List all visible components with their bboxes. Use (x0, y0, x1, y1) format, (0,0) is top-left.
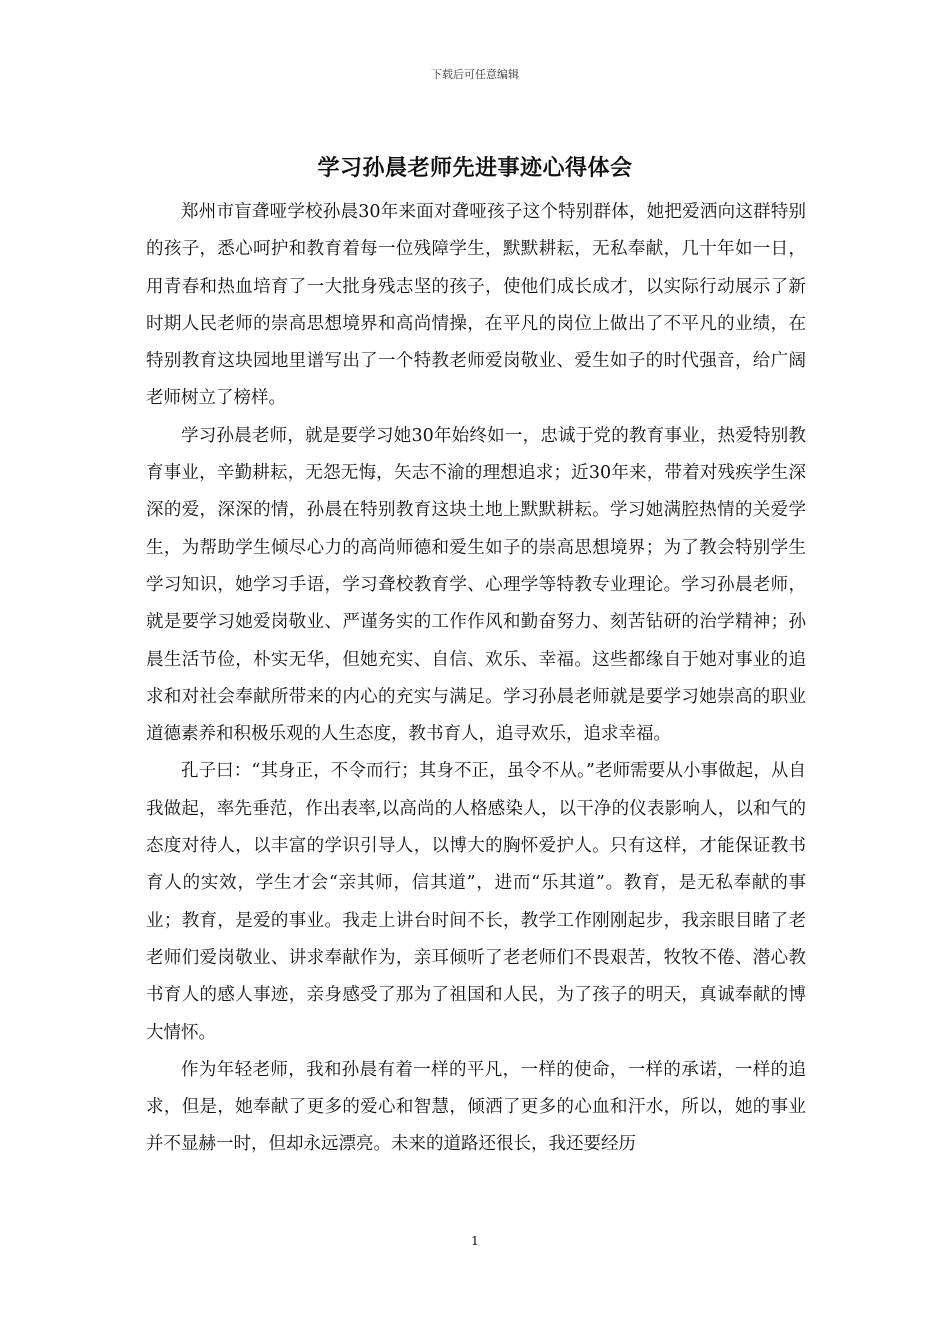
body-paragraph: 孔子曰：“其身正，不令而行；其身不正，虽令不从。”老师需要从小事做起，从自我做起，率先垂范，作出表率,以高尚的人格感染人，以干净的仪表影响人，以和气的态度对待人，以丰富的学识引导人，以博大的胸怀爱护人。只有这样，才能保证教书育人的实效，学生才会“亲其师，信其道”，进而“乐其道”。教育，是无私奉献的事业；教育，是爱的事业。我走上讲台时间不长，教学工作刚刚起步，我亲眼目睹了老老师们爱岗敬业、讲求奉献作为，亲耳倾听了老老师们不畏艰苦，牧牧不倦、潜心教书育人的感人事迹，亲身感受了那为了祖国和人民，为了孩子的明天，真诚奉献的博大情怀。 (146, 761, 806, 1043)
document-body (146, 194, 806, 1164)
document-title: 学习孙晨老师先进事迹心得体会 (317, 155, 633, 181)
page-header-note: 下载后可任意编辑 (431, 68, 519, 81)
body-paragraph: 作为年轻老师，我和孙晨有着一样的平凡，一样的使命，一样的承诺，一样的追求，但是，她奉献了更多的爱心和智慧，倾洒了更多的心血和汗水，所以，她的事业并不显赫一时，但却永远漂亮。未来的道路还很长，我还要经历 (146, 1059, 806, 1155)
body-paragraph: 学习孙晨老师，就是要学习她30年始终如一，忠诚于党的教育事业，热爱特别教育事业，辛勤耕耘，无怨无悔，矢志不渝的理想追求；近30年来，带着对残疾学生深深的爱，深深的情，孙晨在特别教育这块土地上默默耕耘。学习她满腔热情的关爱学生，为帮助学生倾尽心力的高尚师德和爱生如子的崇高思想境界；为了教会特别学生学习知识，她学习手语，学习聋校教育学、心理学等特教专业理论。学习孙晨老师，就是要学习她爱岗敬业、严谨务实的工作作风和勤奋努力、刻苦钻研的治学精神；孙晨生活节俭，朴实无华，但她充实、自信、欢乐、幸福。这些都缘自于她对事业的追求和对社会奉献所带来的内心的充实与满足。学习孙晨老师就是要学习她崇高的职业道德素养和积极乐观的人生态度，教书育人，追寻欢乐，追求幸福。 (146, 425, 806, 745)
page-number: 1 (471, 1234, 479, 1248)
body-paragraph: 郑州市盲聋哑学校孙晨30年来面对聋哑孩子这个特别群体，她把爱洒向这群特别的孩子，悉心呵护和教育着每一位残障学生，默默耕耘，无私奉献，几十年如一日，用青春和热血培育了一大批身残志坚的孩子，使他们成长成才，以实际行动展示了新时期人民老师的崇高思想境界和高尚情操，在平凡的岗位上做出了不平凡的业绩，在特别教育这块园地里谱写出了一个特教老师爱岗敬业、爱生如子的时代强音，给广阔老师树立了榜样。 (146, 202, 806, 409)
